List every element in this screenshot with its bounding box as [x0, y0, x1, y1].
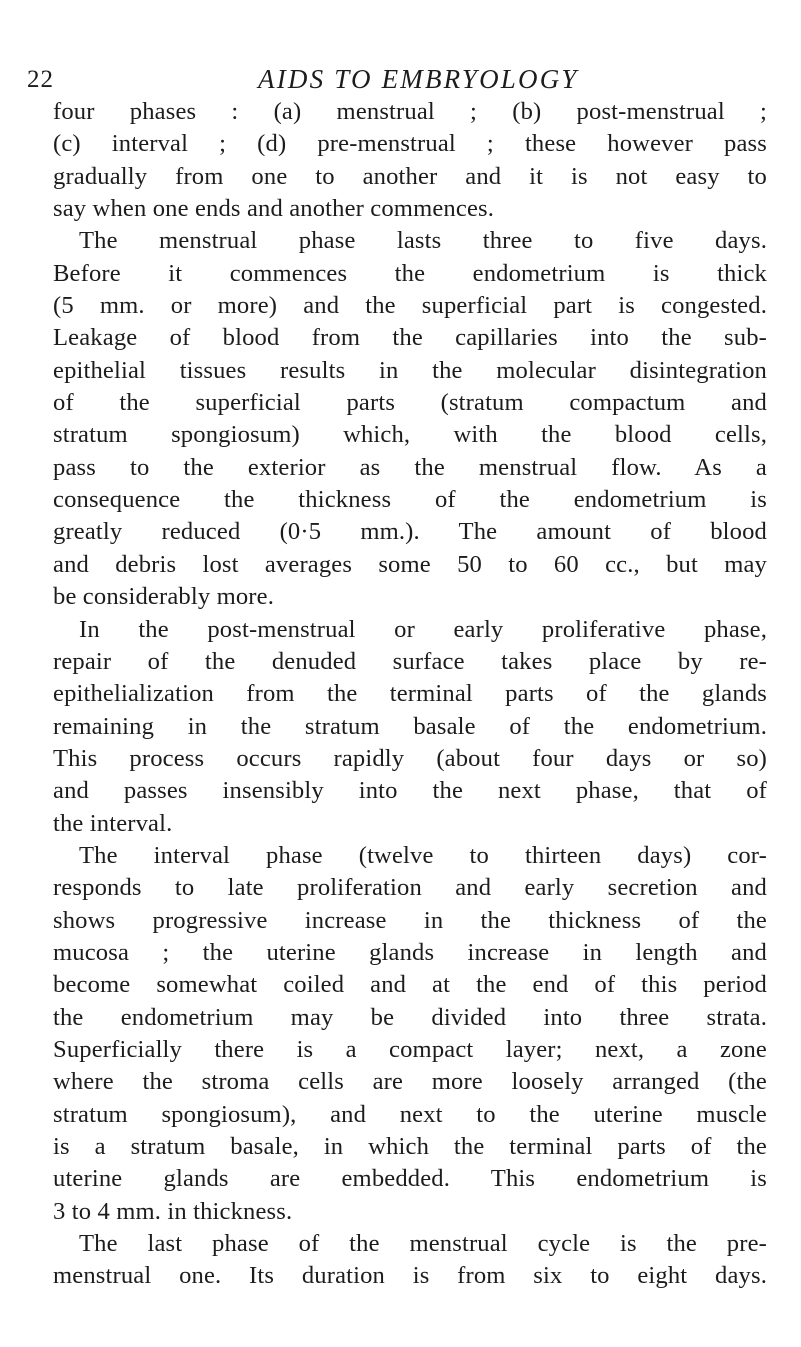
text-line: Leakage of blood from the capillaries into the sub- — [53, 324, 767, 352]
text-line: is a stratum basale, in which the terminal parts of the — [53, 1133, 767, 1160]
text-line: mucosa ; the uterine glands increase in length and — [53, 938, 767, 966]
text-line: repair of the denuded surface takes place by re- — [53, 647, 767, 675]
text-line: Before it commences the endometrium is thick — [53, 259, 767, 287]
text-line: be considerably more. — [53, 583, 274, 611]
running-title: AIDS TO EMBRYOLOGY — [258, 64, 579, 94]
text-line: This process occurs rapidly (about four days or so) — [53, 744, 767, 772]
running-head — [0, 64, 801, 94]
text-line: gradually from one to another and it is not easy to — [53, 162, 767, 190]
text-line: say when one ends and another commences. — [53, 195, 495, 223]
text-line: 3 to 4 mm. in thickness. — [53, 1197, 293, 1225]
page-number: 22 — [27, 66, 54, 93]
text-line: epithelial tissues results in the molecular disintegration — [53, 356, 767, 384]
text-line: stratum spongiosum), and next to the uterine muscle — [53, 1100, 767, 1128]
paragraph-first-line: The last phase of the menstrual cycle is the pre- — [79, 1230, 767, 1258]
text-line: uterine glands are embedded. This endometrium is — [53, 1165, 767, 1193]
text-line: remaining in the stratum basale of the endometrium. — [53, 712, 767, 740]
text-line: four phases : (a) menstrual ; (b) post-menstrual ; — [53, 98, 767, 125]
text-line: shows progressive increase in the thickness of the — [53, 906, 767, 934]
text-line: Superficially there is a compact layer; next, a zone — [53, 1035, 767, 1063]
text-line: of the superficial parts (stratum compactum and — [53, 389, 767, 417]
text-line: the interval. — [53, 809, 173, 837]
text-line: the endometrium may be divided into three strata. — [53, 1003, 767, 1031]
text-line: and debris lost averages some 50 to 60 cc., but may — [53, 550, 767, 578]
text-line: and passes insensibly into the next phase, that of — [53, 777, 767, 805]
text-line: (c) interval ; (d) pre-menstrual ; these however pass — [53, 130, 767, 158]
text-line: menstrual one. Its duration is from six to eight days. — [53, 1262, 767, 1290]
body-text — [53, 96, 767, 1293]
text-line: responds to late proliferation and early secretion and — [53, 874, 767, 902]
text-line: pass to the exterior as the menstrual flow. As a — [53, 453, 767, 481]
paragraph-first-line: The interval phase (twelve to thirteen days) cor- — [79, 841, 767, 869]
text-line: (5 mm. or more) and the superficial part is congested. — [53, 292, 767, 320]
text-line: epithelialization from the terminal parts of the glands — [53, 680, 767, 708]
paragraph-first-line: In the post-menstrual or early proliferative phase, — [79, 615, 767, 643]
text-line: greatly reduced (0·5 mm.). The amount of blood — [53, 518, 767, 546]
text-line: consequence the thickness of the endometrium is — [53, 486, 767, 514]
text-line: where the stroma cells are more loosely arranged (the — [53, 1068, 767, 1096]
text-line: become somewhat coiled and at the end of this period — [53, 971, 767, 999]
paragraph-first-line: The menstrual phase lasts three to five days. — [79, 227, 767, 255]
text-line: stratum spongiosum) which, with the blood cells, — [53, 421, 767, 449]
